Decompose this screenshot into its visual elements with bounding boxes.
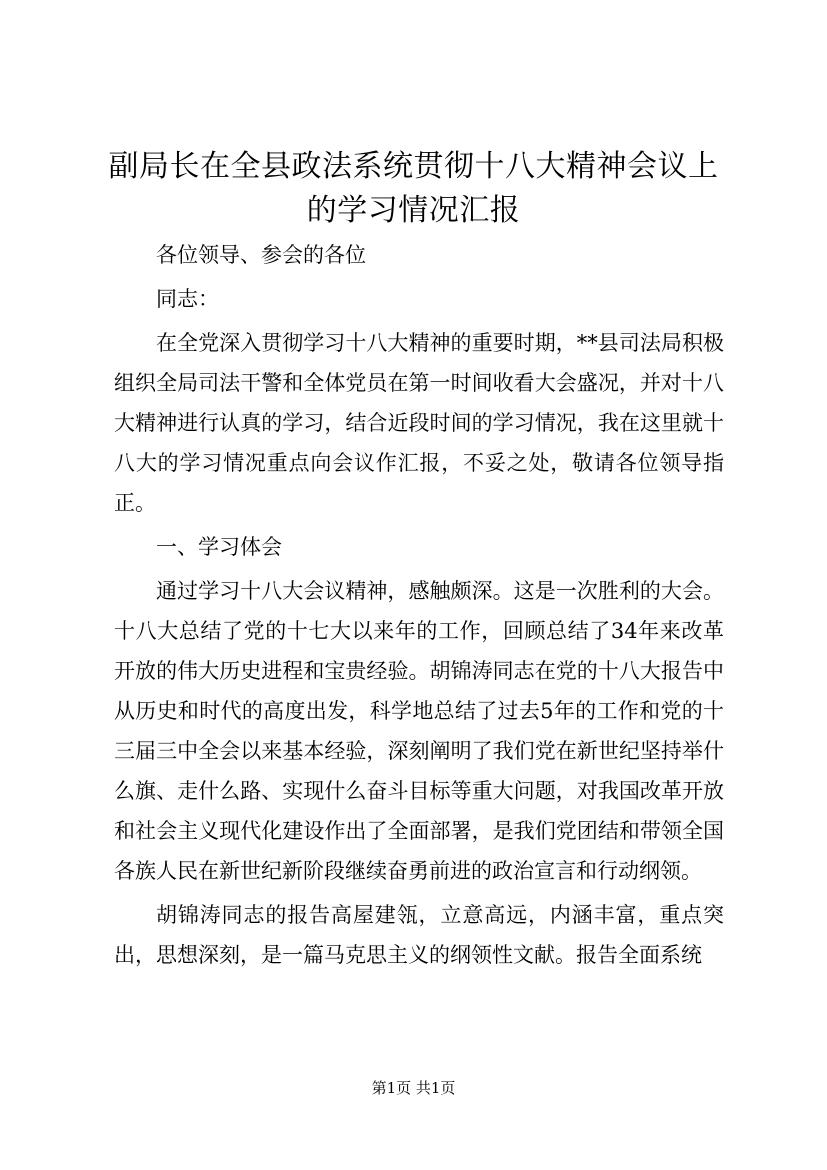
- paragraph-study-impressions: 通过学习十八大会议精神，感触颇深。这是一次胜利的大会。十八大总结了党的十七大以来年的工作，回顾总结了34年来改革开放的伟大历史进程和宝贵经验。胡锦涛同志在党的十八大报告中从历史和时代的高度出发，科学地总结了过去5年的工作和党的十三届三中全会以来基本经验，深刻阐明了我们党在新世纪坚持举什么旗、走什么路、实现什么奋斗目标等重大问题，对我国改革开放和社会主义现代化建设作出了全面部署，是我们党团结和带领全国各族人民在新世纪新阶段继续奋勇前进的政治宣言和行动纲领。: [114, 579, 724, 883]
- salutation-line-1: 各位领导、参会的各位: [156, 243, 366, 267]
- paragraph-report-review: 胡锦涛同志的报告高屋建瓴，立意高远，内涵丰富，重点突出，思想深刻，是一篇马克思主义的纲领性文献。报告全面系统: [114, 903, 724, 967]
- document-body: [114, 235, 724, 975]
- page-footer: 第1页 共1页: [371, 1079, 456, 1097]
- paragraph-intro: 在全党深入贯彻学习十八大精神的重要时期，**县司法局积极组织全局司法干警和全体党员在第一时间收看大会盛况，并对十八大精神进行认真的学习，结合近段时间的学习情况，我在这里就十八大的学习情况重点向会议作汇报，不妥之处，敬请各位领导指正。: [114, 331, 724, 515]
- salutation-line-2: 同志：: [156, 287, 219, 311]
- document-title: 副局长在全县政法系统贯彻十八大精神会议上的学习情况汇报: [108, 149, 719, 228]
- section-heading: 一、学习体会: [156, 535, 282, 559]
